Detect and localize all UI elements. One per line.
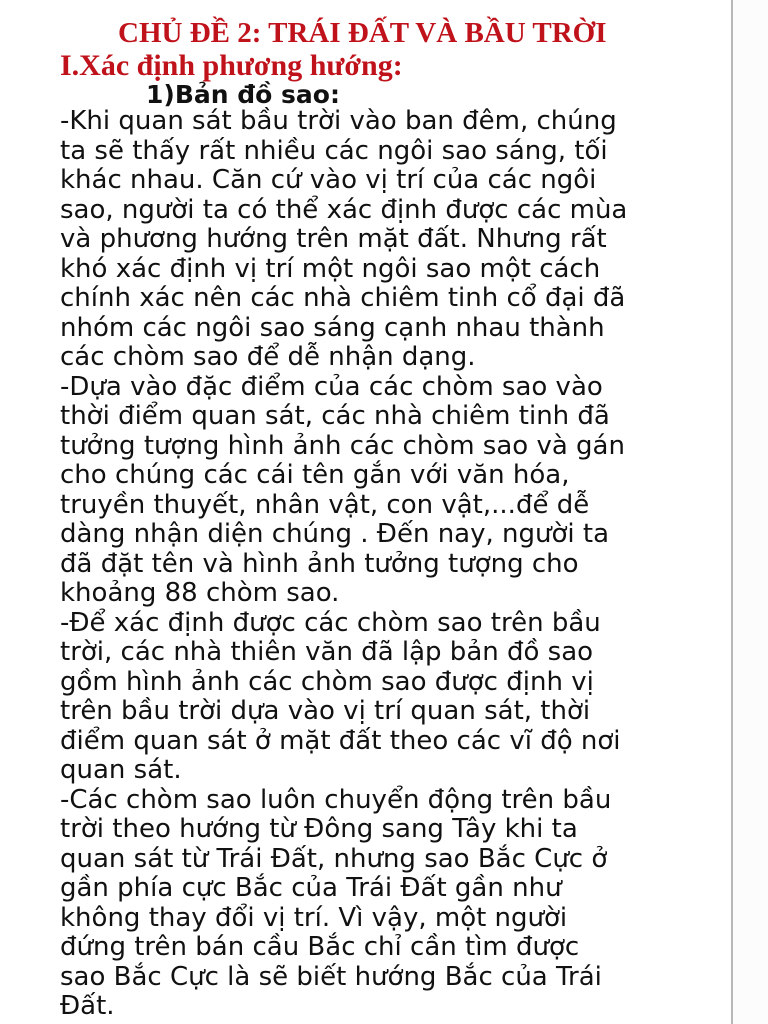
document-title: CHỦ ĐỀ 2: TRÁI ĐẤT VÀ BẦU TRỜI <box>118 17 607 49</box>
subsection-heading: 1)Bản đồ sao: <box>146 80 340 109</box>
text-line: đã đặt tên và hình ảnh tưởng tượng cho <box>60 548 579 579</box>
text-line: -Để xác định được các chòm sao trên bầu <box>60 607 601 638</box>
text-line: các chòm sao để dễ nhận dạng. <box>60 342 476 372</box>
text-line: điểm quan sát ở mặt đất theo các vĩ độ nơi <box>60 725 621 756</box>
text-line: ta sẽ thấy rất nhiều các ngôi sao sáng, tối <box>60 135 608 166</box>
text-line: trời, các nhà thiên văn đã lập bản đồ sao <box>60 637 594 667</box>
text-line: nhóm các ngôi sao sáng cạnh nhau thành <box>60 312 605 343</box>
text-line: quan sát. <box>60 755 182 785</box>
text-line: đứng trên bán cầu Bắc chỉ cần tìm được <box>60 932 580 962</box>
text-line: -Khi quan sát bầu trời vào ban đêm, chúng <box>60 106 617 136</box>
text-line: thời điểm quan sát, các nhà chiêm tinh đã <box>60 401 610 431</box>
text-line: -Các chòm sao luôn chuyển động trên bầu <box>60 784 612 815</box>
text-line: -Dựa vào đặc điểm của các chòm sao vào <box>60 371 603 402</box>
text-line: và phương hướng trên mặt đất. Nhưng rất <box>60 224 607 254</box>
body-text <box>60 107 728 1022</box>
text-line: trời theo hướng từ Đông sang Tây khi ta <box>60 814 578 844</box>
text-line: khó xác định vị trí một ngôi sao một cách <box>60 253 601 284</box>
text-line: trên bầu trời dựa vào vị trí quan sát, thời <box>60 696 591 726</box>
text-line: dàng nhận diện chúng . Đến nay, người ta <box>60 519 610 549</box>
text-line: truyền thuyết, nhân vật, con vật,...để dễ <box>60 489 590 520</box>
text-line: gồm hình ảnh các chòm sao được định vị <box>60 666 594 697</box>
section-heading: I.Xác định phương hướng: <box>60 49 403 82</box>
text-line: tưởng tượng hình ảnh các chòm sao và gán <box>60 430 625 461</box>
text-line: khoảng 88 chòm sao. <box>60 578 340 608</box>
right-margin <box>733 0 768 1024</box>
text-line: quan sát từ Trái Đất, nhưng sao Bắc Cực ở <box>60 843 608 874</box>
text-line: Đất. <box>60 991 115 1021</box>
text-line: cho chúng các cái tên gắn với văn hóa, <box>60 460 570 490</box>
text-line: sao, người ta có thể xác định được các mùa <box>60 194 628 225</box>
text-line: không thay đổi vị trí. Vì vậy, một người <box>60 902 568 933</box>
text-line: gần phía cực Bắc của Trái Đất gần như <box>60 873 562 903</box>
text-line: khác nhau. Căn cứ vào vị trí của các ngôi <box>60 165 597 195</box>
text-line: sao Bắc Cực là sẽ biết hướng Bắc của Trái <box>60 961 602 992</box>
text-line: chính xác nên các nhà chiêm tinh cổ đại đã <box>60 283 626 313</box>
